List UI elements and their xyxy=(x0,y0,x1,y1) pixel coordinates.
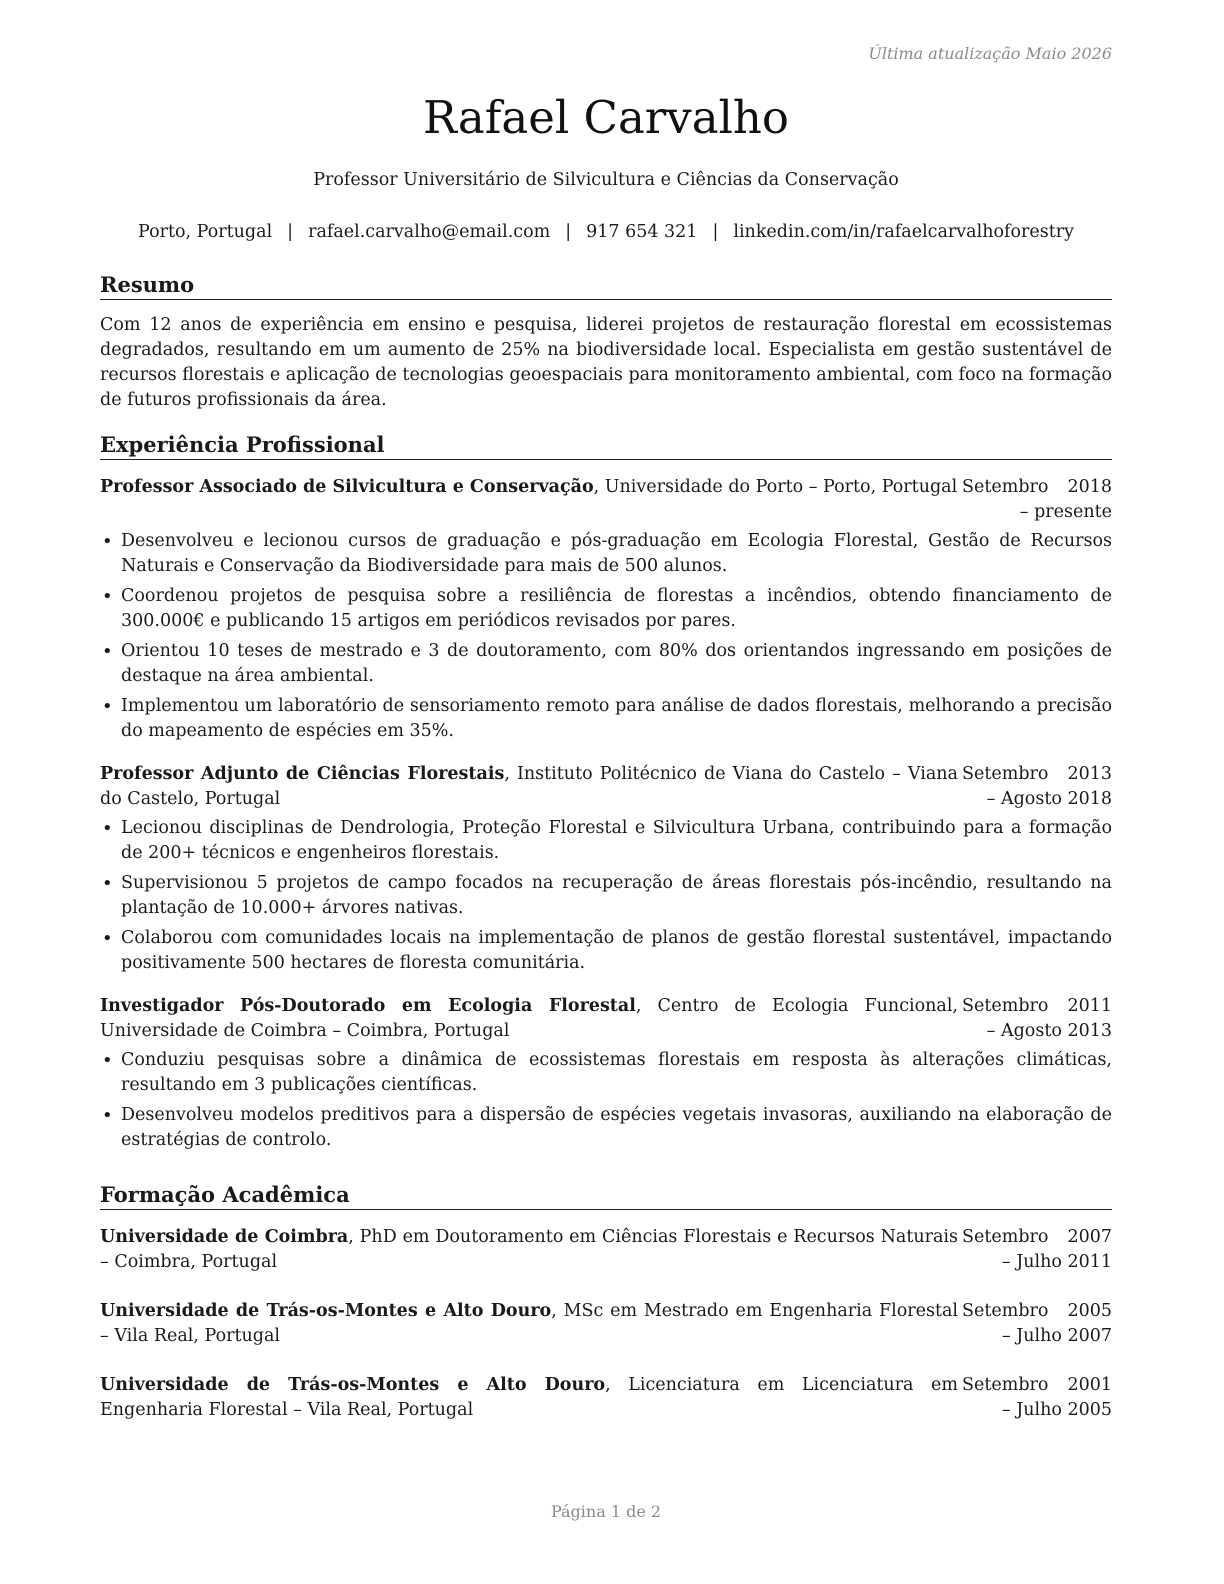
job-org: , Centro de Ecologia Funcional, Universidade de Coimbra – Coimbra, Portugal xyxy=(100,996,958,1041)
job-entry xyxy=(100,762,1112,976)
page-number: Página 1 de 2 xyxy=(550,1502,662,1521)
job-bullets xyxy=(100,816,1112,976)
job-dates: Setembro 2013 – Agosto 2018 xyxy=(962,764,1112,809)
education-dates: Setembro 2005 – Julho 2007 xyxy=(962,1301,1112,1346)
job-role: Professor Adjunto de Ciências Florestais xyxy=(100,764,505,784)
education-entry xyxy=(100,1373,1112,1423)
contact-separator: | xyxy=(712,222,719,242)
job-dates: Setembro 2018 – presente xyxy=(962,477,1112,522)
job-bullets xyxy=(100,1048,1112,1153)
education-school: Universidade de Trás-os-Montes e Alto Douro xyxy=(100,1375,606,1395)
bullet-item: • Lecionou disciplinas de Dendrologia, Proteção Florestal e Silvicultura Urbana, contribuindo para a formação de 200+ técnicos e engenheiros florestais. xyxy=(100,816,1112,866)
education-section xyxy=(100,1182,1112,1423)
job-org: , Universidade do Porto – Porto, Portugal xyxy=(593,477,958,497)
contact-line xyxy=(100,220,1112,244)
education-detail: , Licenciatura em Licenciatura em Engenharia Florestal – Vila Real, Portugal xyxy=(100,1375,959,1420)
bullet-item: • Colaborou com comunidades locais na implementação de planos de gestão florestal sustentável, impactando positivamente 500 hectares de floresta comunitária. xyxy=(100,926,1112,976)
contact-phone[interactable]: 917 654 321 xyxy=(586,222,698,242)
job-org: , Instituto Politécnico de Viana do Castelo – Viana do Castelo, Portugal xyxy=(100,764,958,809)
job-role: Investigador Pós-Doutorado em Ecologia Florestal xyxy=(100,996,636,1016)
summary-section xyxy=(100,272,1112,413)
last-updated: Última atualização Maio 2026 xyxy=(868,44,1112,63)
section-title-experience: Experiência Profissional xyxy=(100,432,1112,460)
job-bullets xyxy=(100,529,1112,744)
education-school: Universidade de Coimbra xyxy=(100,1227,349,1247)
section-title-summary: Resumo xyxy=(100,272,1112,300)
bullet-item: • Conduziu pesquisas sobre a dinâmica de ecossistemas florestais em resposta às alterações climáticas, resultando em 3 publicações científicas. xyxy=(100,1048,1112,1098)
bullet-item: • Desenvolveu e lecionou cursos de graduação e pós-graduação em Ecologia Florestal, Gestão de Recursos Naturais e Conservação da Biodiversidade para mais de 500 alunos. xyxy=(100,529,1112,579)
job-role: Professor Associado de Silvicultura e Conservação xyxy=(100,477,594,497)
job-header xyxy=(100,475,1112,525)
education-school: Universidade de Trás-os-Montes e Alto Douro xyxy=(100,1301,552,1321)
contact-email[interactable]: rafael.carvalho@email.com xyxy=(308,222,551,242)
person-name: Rafael Carvalho xyxy=(422,91,790,144)
bullet-item: • Implementou um laboratório de sensoriamento remoto para análise de dados florestais, melhorando a precisão do mapeamento de espécies em 35%. xyxy=(100,694,1112,744)
job-header xyxy=(100,762,1112,812)
summary-text: Com 12 anos de experiência em ensino e pesquisa, liderei projetos de restauração florestal em ecossistemas degradados, resultando em um aumento de 25% na biodiversidade local. Especialista em gestão sustentável de recursos florestais e aplicação de tecnologias geoespaciais para monitoramento ambiental, com foco na formação de futuros profissionais da área. xyxy=(100,315,1112,410)
education-detail: , PhD em Doutoramento em Ciências Florestais e Recursos Naturais – Coimbra, Portugal xyxy=(100,1227,959,1272)
job-entry xyxy=(100,994,1112,1153)
education-detail: , MSc em Mestrado em Engenharia Florestal – Vila Real, Portugal xyxy=(100,1301,959,1346)
contact-location: Porto, Portugal xyxy=(138,222,273,242)
contact-separator: | xyxy=(565,222,572,242)
bullet-item: • Coordenou projetos de pesquisa sobre a resiliência de florestas a incêndios, obtendo financiamento de 300.000€ e publicando 15 artigos em periódicos revisados por pares. xyxy=(100,584,1112,634)
bullet-item: • Desenvolveu modelos preditivos para a dispersão de espécies vegetais invasoras, auxiliando na elaboração de estratégias de controlo. xyxy=(100,1103,1112,1153)
experience-section xyxy=(100,432,1112,1158)
contact-linkedin[interactable]: linkedin.com/in/rafaelcarvalhoforestry xyxy=(733,222,1074,242)
education-entry xyxy=(100,1299,1112,1349)
job-dates: Setembro 2011 – Agosto 2013 xyxy=(962,996,1112,1041)
job-header xyxy=(100,994,1112,1044)
section-title-education: Formação Acadêmica xyxy=(100,1182,1112,1210)
job-title: Professor Universitário de Silvicultura e Ciências da Conservação xyxy=(313,170,899,190)
education-entry xyxy=(100,1225,1112,1275)
job-entry xyxy=(100,475,1112,744)
bullet-item: • Supervisionou 5 projetos de campo focados na recuperação de áreas florestais pós-incêndio, resultando na plantação de 10.000+ árvores nativas. xyxy=(100,871,1112,921)
education-dates: Setembro 2007 – Julho 2011 xyxy=(962,1227,1112,1272)
bullet-item: • Orientou 10 teses de mestrado e 3 de doutoramento, com 80% dos orientandos ingressando em posições de destaque na área ambiental. xyxy=(100,639,1112,689)
contact-separator: | xyxy=(287,222,294,242)
education-dates: Setembro 2001 – Julho 2005 xyxy=(962,1375,1112,1420)
resume-page xyxy=(100,0,1112,1584)
